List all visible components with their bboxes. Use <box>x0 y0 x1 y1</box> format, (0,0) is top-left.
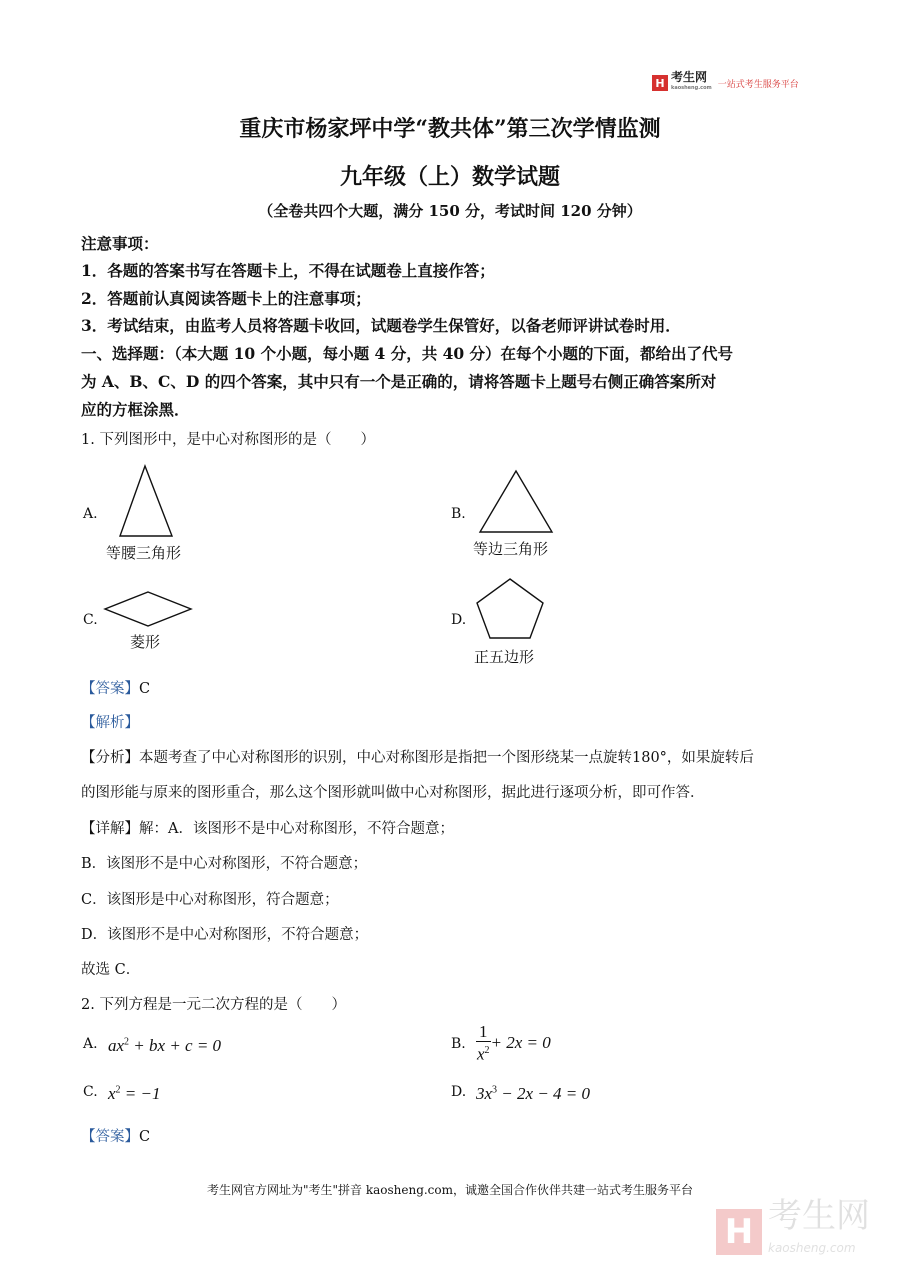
q2-option-a-label: A. <box>83 1036 98 1052</box>
eq-den-var: x <box>476 1044 485 1064</box>
fenxi-tag: 【分析】 <box>81 750 139 766</box>
section-instructions: 应的方框涂黑． <box>81 400 190 419</box>
q1-option-c-label: C. <box>83 612 98 628</box>
logo-slogan: 一站式考生服务平台 <box>717 79 799 90</box>
equilateral-triangle-shape <box>480 471 552 532</box>
q2-option-b-label: B. <box>451 1036 466 1052</box>
logo-url: kaosheng.com <box>671 85 712 91</box>
q1-detail-line: C．该图形是中心对称图形，符合题意； <box>81 892 339 908</box>
pentagon-shape <box>477 579 543 638</box>
q1-option-a-caption: 等腰三角形 <box>106 544 182 562</box>
q1-detail-line <box>81 817 454 838</box>
q2-option-c-label: C. <box>83 1084 98 1100</box>
note-item: 2．答题前认真阅读答题卡上的注意事项； <box>81 289 371 308</box>
eq-rest: − 2x − 4 = 0 <box>497 1084 591 1103</box>
equilateral-triangle-figure <box>476 468 556 536</box>
logo-mark-icon: H <box>652 75 668 91</box>
rhombus-shape <box>105 592 191 626</box>
q2-option-d-equation <box>476 1084 590 1104</box>
q1-option-d-label: D. <box>451 612 467 628</box>
q1-conclusion: 故选 C． <box>81 962 141 978</box>
answer-tag: 【答案】 <box>81 1129 139 1145</box>
answer-value: C <box>139 681 151 697</box>
q1-option-a-label: A. <box>83 506 98 522</box>
eq-numerator: 1 <box>476 1023 491 1042</box>
page-footer: 考生网官方网址为"考生"拼音 kaosheng.com，诚邀全国合作伙伴共建一站式考生服务平台 <box>206 1183 694 1197</box>
watermark-name-text: 考生网 <box>768 1196 870 1236</box>
eq-rest: + 2x = 0 <box>490 1033 551 1053</box>
eq-exponent: 3 <box>492 1084 498 1096</box>
q1-answer <box>81 677 150 698</box>
note-item: 3．考试结束，由监考人员将答题卡收回，试题卷学生保管好，以备老师评讲试卷时用． <box>81 316 681 335</box>
q2-option-c-equation <box>108 1084 161 1104</box>
rhombus-figure <box>102 590 194 630</box>
q1-option-c-caption: 菱形 <box>130 633 161 651</box>
q1-fenxi-line-2: 的图形能与原来的图形重合，那么这个图形就叫做中心对称图形，据此进行逐项分析，即可作答． <box>81 785 705 801</box>
answer-value: C <box>139 1129 151 1145</box>
logo-name <box>671 72 712 94</box>
q2-option-b-equation <box>476 1023 551 1064</box>
eq-exponent: 2 <box>115 1084 121 1096</box>
xiangjie-text: 解：A．该图形不是中心对称图形，不符合题意； <box>139 821 454 837</box>
eq-exponent: 2 <box>124 1036 130 1048</box>
fenxi-text: 本题考查了中心对称图形的识别，中心对称图形是指把一个图形绕某一点旋转180°，如果旋转后 <box>139 750 754 766</box>
exam-title: 重庆市杨家坪中学“教共体”第三次学情监测 <box>239 116 661 142</box>
watermark-logo <box>716 1196 870 1264</box>
section-instructions: 为 A、B、C、D 的四个答案，其中只有一个是正确的，请将答题卡上题号右侧正确答案所对 <box>81 372 717 391</box>
eq-exponent: 2 <box>484 1045 490 1056</box>
q1-option-b-caption: 等边三角形 <box>473 540 549 558</box>
isosceles-triangle-shape <box>120 466 172 536</box>
analysis-tag: 【解析】 <box>81 715 139 731</box>
answer-tag: 【答案】 <box>81 681 139 697</box>
q1-option-d-caption: 正五边形 <box>474 648 535 666</box>
note-item: 1．各题的答案书写在答题卡上，不得在试题卷上直接作答； <box>81 261 495 280</box>
watermark-name <box>768 1196 870 1264</box>
watermark-url: kaosheng.com <box>768 1241 856 1255</box>
isosceles-triangle-figure <box>115 462 177 540</box>
eq-denominator <box>477 1042 490 1064</box>
q2-option-d-label: D. <box>451 1084 467 1100</box>
question-2-stem: 2. 下列方程是一元二次方程的是（ ） <box>81 997 346 1013</box>
notes-heading: 注意事项： <box>81 234 159 253</box>
eq-term: x <box>108 1084 116 1103</box>
q2-option-a-equation <box>108 1036 221 1056</box>
eq-term: ax <box>108 1036 125 1055</box>
eq-rest: = −1 <box>120 1084 161 1103</box>
logo-name-text: 考生网 <box>671 70 708 84</box>
q2-answer <box>81 1125 150 1146</box>
question-1-stem: 1. 下列图形中，是中心对称图形的是（ ） <box>81 432 375 448</box>
q1-fenxi-line <box>81 746 754 767</box>
pentagon-figure <box>472 576 548 642</box>
header-logo <box>652 72 799 94</box>
q1-detail-line: B．该图形不是中心对称图形，不符合题意； <box>81 856 368 872</box>
exam-subtitle: 九年级（上）数学试题 <box>339 164 560 190</box>
eq-term: 3x <box>476 1084 493 1103</box>
exam-info: （全卷共四个大题，满分 150 分，考试时间 120 分钟） <box>258 202 642 220</box>
watermark-mark-icon: H <box>716 1209 762 1255</box>
section-instructions: 一、选择题：（本大题 10 个小题，每小题 4 分，共 40 分）在每个小题的下面，都给出了代号 <box>81 344 734 363</box>
eq-fraction <box>476 1023 491 1064</box>
eq-rest: + bx + c = 0 <box>129 1036 222 1055</box>
q1-option-b-label: B. <box>451 506 466 522</box>
q1-detail-line: D．该图形不是中心对称图形，不符合题意； <box>81 927 369 943</box>
xiangjie-tag: 【详解】 <box>81 821 139 837</box>
